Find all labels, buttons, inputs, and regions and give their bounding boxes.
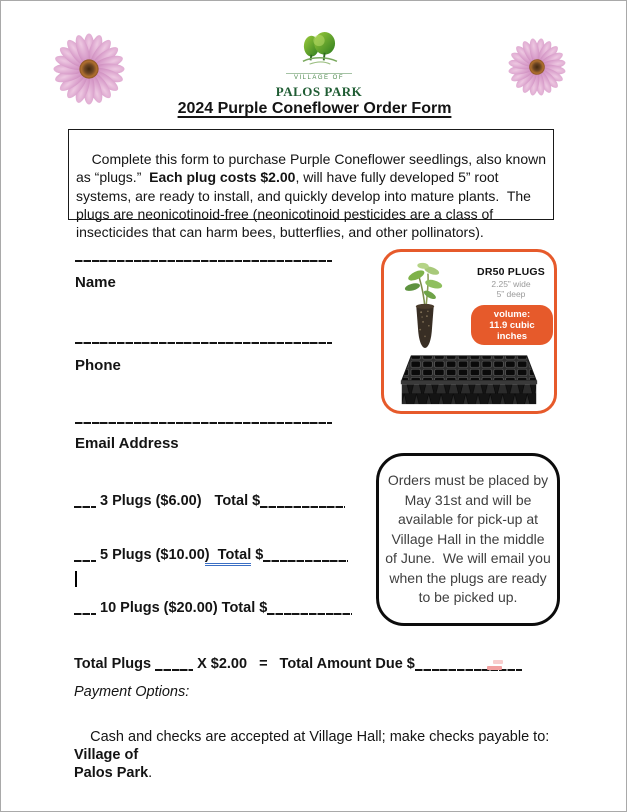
intro-text-1: Complete this form to purchase Purple Coneflower seedlings, also known as “plugs.” <box>76 151 550 186</box>
payment-instructions <box>74 710 554 800</box>
equals-sign: = <box>259 656 268 672</box>
coneflower-image-left <box>50 32 128 106</box>
dr50-plug-spec-card <box>381 249 557 414</box>
option-3-total-label: Total $ <box>214 493 261 509</box>
logo-palos-park: PALOS PARK <box>275 84 363 99</box>
payment-options-heading: Payment Options: <box>74 684 190 700</box>
qty-blank-10[interactable] <box>74 603 96 615</box>
qty-blank-5[interactable] <box>74 550 96 562</box>
qty-blank-3[interactable] <box>74 496 96 508</box>
payment-period: . <box>148 765 153 781</box>
revision-mark-faint <box>493 660 503 664</box>
option-10-label: 10 Plugs ($20.00) <box>100 600 218 616</box>
revision-mark <box>487 666 502 670</box>
order-line-5-plugs <box>74 547 348 563</box>
intro-price-bold: Each plug costs $2.00 <box>149 169 296 186</box>
seedling-plug-image <box>396 258 454 350</box>
payee-name-line1: Village of <box>74 747 139 763</box>
total-plugs-blank[interactable] <box>155 659 193 671</box>
option-10-total-label: Total $ <box>221 600 268 616</box>
plug-spec-dimensions <box>468 279 554 299</box>
total-blank-5[interactable] <box>263 550 348 562</box>
plug-depth: 5” deep <box>496 289 526 299</box>
name-label: Name <box>75 274 116 291</box>
order-line-3-plugs <box>74 493 345 509</box>
phone-label: Phone <box>75 357 121 374</box>
email-label: Email Address <box>75 435 179 452</box>
multiplier-label: X $2.00 <box>197 656 248 672</box>
amount-due-blank[interactable] <box>415 659 522 671</box>
coneflower-image-right <box>507 37 567 97</box>
plug-spec-title: DR50 PLUGS <box>477 266 545 278</box>
payment-text: Cash and checks are accepted at Village Hall; make checks payable to: <box>90 729 554 745</box>
plug-width: 2.25” wide <box>491 279 531 289</box>
village-logo <box>254 32 384 100</box>
total-plugs-label: Total Plugs <box>74 656 152 672</box>
phone-entry-line[interactable] <box>75 342 332 344</box>
intro-text-box <box>68 129 554 241</box>
intro-text-2: , will have fully developed 5” root systems, are ready to install, and quickly develop into mature plants. The plugs are neonicotinoid-free (neonicotinoid pesticides are a class of insecticides that can harm bees, butterflies, and other pollinators). <box>76 169 535 241</box>
pickup-note-text: Orders must be placed by May 31st and will be available for pick-up at Village Hall in the middle of June. We will email you when the plugs are ready to be picked up. <box>385 472 555 606</box>
plug-tray-image <box>398 352 540 407</box>
order-line-10-plugs <box>74 600 352 616</box>
page-title: 2024 Purple Coneflower Order Form <box>177 100 452 117</box>
name-entry-line[interactable] <box>75 260 332 262</box>
total-blank-10[interactable] <box>267 603 352 615</box>
pickup-note-bubble <box>376 453 560 626</box>
option-3-label: 3 Plugs ($6.00) <box>100 493 202 509</box>
logo-village-of: VILLAGE OF <box>286 73 352 81</box>
grammar-check-underline: ) Total <box>205 547 251 566</box>
email-entry-line[interactable] <box>75 422 332 424</box>
text-cursor <box>75 571 77 587</box>
totals-line <box>74 656 522 672</box>
logo-trees-icon <box>297 32 341 66</box>
total-blank-3[interactable] <box>260 496 345 508</box>
amount-due-label: Total Amount Due $ <box>279 656 415 672</box>
option-5-dollar: $ <box>251 547 264 563</box>
payee-name-line2: Palos Park <box>74 765 149 781</box>
plug-volume-badge: volume: 11.9 cubic inches <box>471 305 553 345</box>
option-5-label: 5 Plugs ($10.00 <box>100 547 205 563</box>
